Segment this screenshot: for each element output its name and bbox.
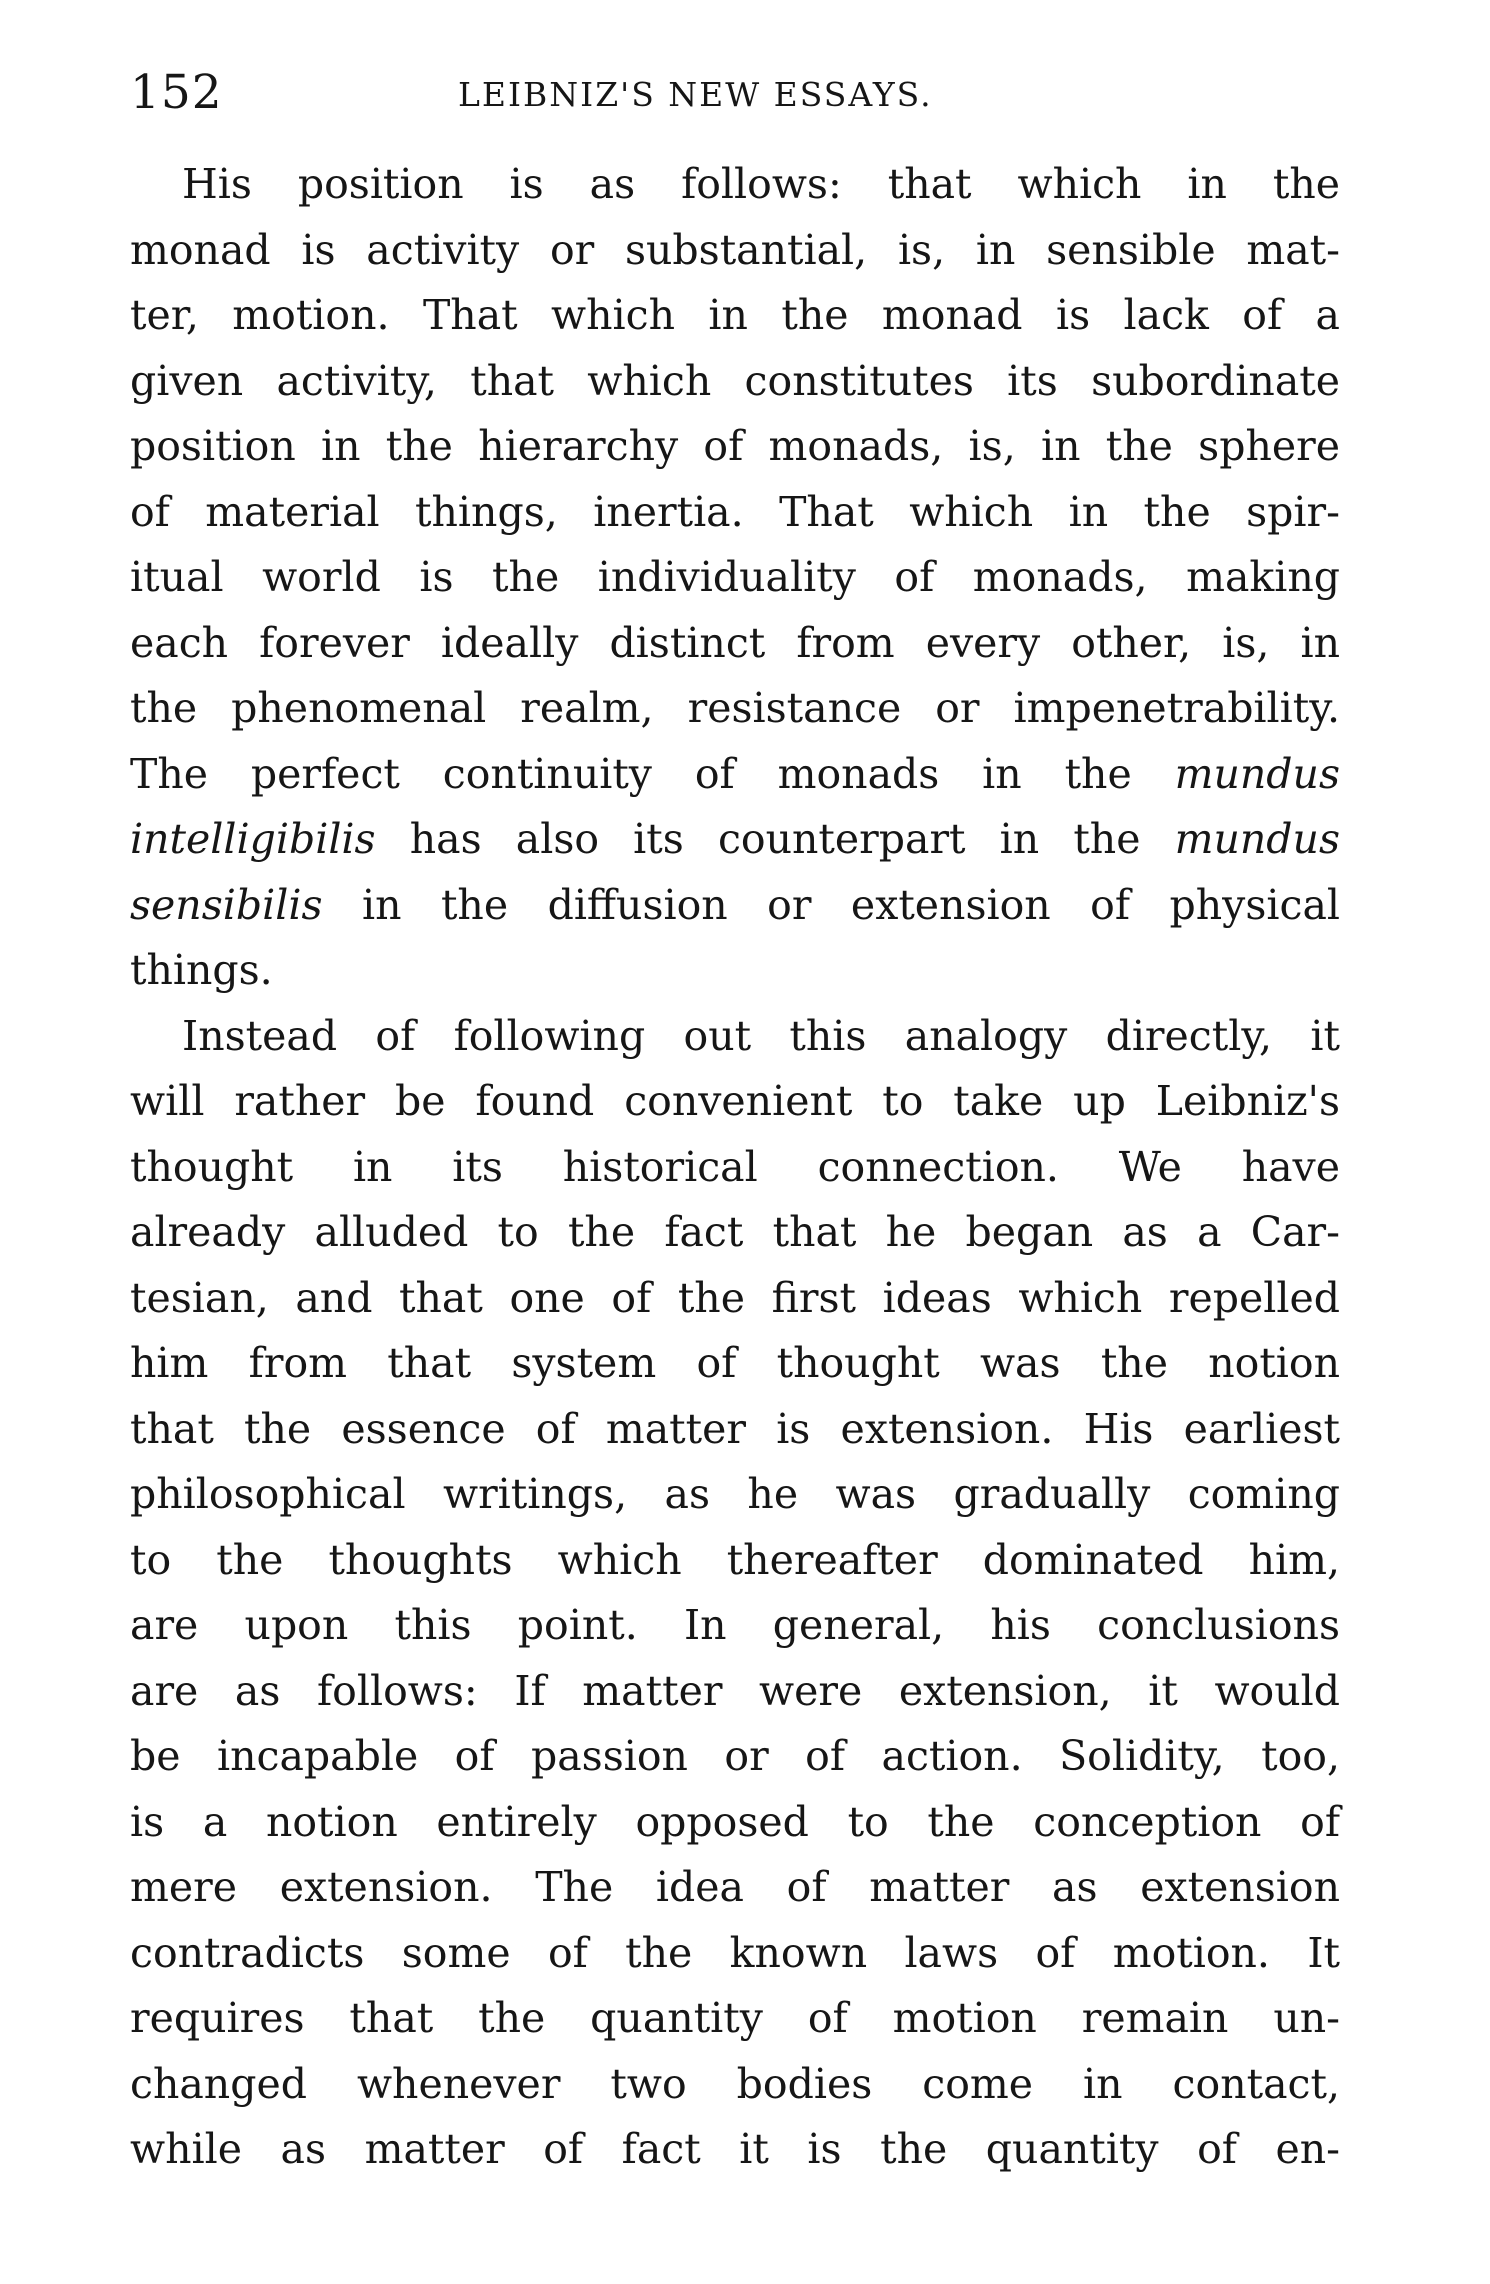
text-line: that the essence of matter is extension. His earliest	[130, 1404, 1340, 1453]
italic-term: mundus	[1174, 815, 1340, 863]
body-text	[130, 152, 1340, 2183]
text-line: thought in its historical connection. We have	[130, 1142, 1340, 1191]
text-line: the phenomenal realm, resistance or impenetrability.	[130, 684, 1340, 732]
text-line: given activity, that which constitutes its subordinate	[130, 356, 1340, 405]
text-line: contradicts some of the known laws of motion. It	[130, 1928, 1340, 1977]
text-line: position in the hierarchy of monads, is, in the sphere	[130, 422, 1340, 470]
text-line: changed whenever two bodies come in contact,	[130, 2059, 1340, 2108]
text-line: while as matter of fact it is the quantity of en-	[130, 2125, 1340, 2173]
italic-term: sensibilis	[130, 880, 323, 929]
page-header	[130, 58, 1340, 128]
text-line	[130, 742, 1340, 808]
text-line	[130, 873, 1340, 939]
text-line: Instead of following out this analogy directly, it	[182, 1011, 1340, 1060]
text-line: monad is activity or substantial, is, in sensible mat-	[130, 225, 1340, 274]
text-run: The perfect continuity of monads in the	[130, 749, 1175, 798]
text-line: already alluded to the fact that he began as a Car-	[130, 1208, 1340, 1256]
text-run: has also its counterpart in the	[375, 815, 1175, 863]
text-line	[130, 807, 1340, 873]
running-title: LEIBNIZ'S NEW ESSAYS.	[458, 75, 933, 114]
text-line: of material things, inertia. That which in the spir-	[130, 487, 1340, 536]
text-line: ter, motion. That which in the monad is lack of a	[130, 291, 1340, 339]
text-line: itual world is the individuality of monads, making	[130, 553, 1340, 601]
italic-term: intelligibilis	[130, 815, 376, 863]
text-line: him from that system of thought was the notion	[130, 1339, 1340, 1387]
text-line: each forever ideally distinct from every other, is, in	[130, 618, 1340, 667]
text-line: things.	[130, 946, 273, 994]
text-line: requires that the quantity of motion remain un-	[130, 1994, 1340, 2042]
page-number: 152	[130, 65, 223, 120]
text-line: His position is as follows: that which in the	[182, 160, 1340, 208]
text-line: mere extension. The idea of matter as extension	[130, 1863, 1340, 1911]
text-line: will rather be found convenient to take up Leibniz's	[130, 1077, 1340, 1125]
italic-term: mundus	[1174, 749, 1340, 798]
text-line: is a notion entirely opposed to the conception of	[130, 1797, 1340, 1846]
text-line: tesian, and that one of the first ideas which repelled	[130, 1273, 1340, 1322]
text-run: in the diffusion or extension of physical	[322, 880, 1340, 929]
text-line: are as follows: If matter were extension, it would	[130, 1666, 1340, 1715]
text-line: philosophical writings, as he was gradually coming	[130, 1470, 1340, 1518]
text-line: be incapable of passion or of action. Solidity, too,	[130, 1732, 1340, 1780]
text-line: are upon this point. In general, his conclusions	[130, 1601, 1340, 1649]
text-line: to the thoughts which thereafter dominated him,	[130, 1535, 1340, 1584]
